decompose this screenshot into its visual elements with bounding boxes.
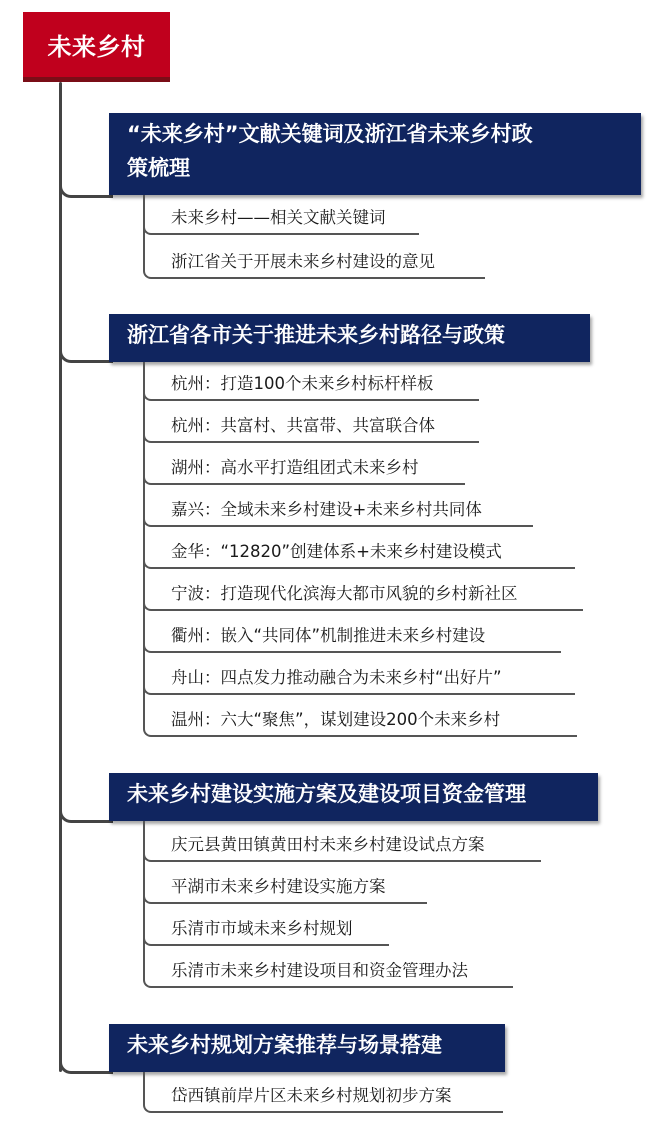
section-node[interactable] — [109, 1024, 505, 1072]
section-node[interactable] — [109, 113, 641, 195]
root-node[interactable] — [23, 12, 170, 82]
section-connector — [59, 1041, 113, 1074]
root-label: 未来乡村 — [47, 33, 146, 61]
section-connector — [59, 165, 113, 198]
leaf-item[interactable]: 浙江省关于开展未来乡村建设的意见 — [143, 249, 485, 279]
leaf-item[interactable]: 乐清市未来乡村建设项目和资金管理办法 — [143, 958, 513, 988]
leaf-item[interactable]: 金华：“12820”创建体系+未来乡村建设模式 — [143, 539, 575, 569]
leaf-item[interactable]: 杭州：共富村、共富带、共富联合体 — [143, 413, 479, 443]
leaf-item[interactable]: 庆元县黄田镇黄田村未来乡村建设试点方案 — [143, 832, 541, 862]
leaf-item[interactable]: 岱西镇前岸片区未来乡村规划初步方案 — [143, 1083, 503, 1113]
leaf-item[interactable]: 平湖市未来乡村建设实施方案 — [143, 874, 427, 904]
sub-branch-line — [143, 1072, 145, 1083]
section-title-line: 未来乡村建设实施方案及建设项目资金管理 — [127, 782, 526, 806]
leaf-item[interactable]: 湖州：高水平打造组团式未来乡村 — [143, 455, 465, 485]
leaf-item[interactable]: 杭州：打造100个未来乡村标杆样板 — [143, 371, 479, 401]
leaf-item[interactable]: 未来乡村——相关文献关键词 — [143, 205, 419, 235]
section-connector — [59, 330, 113, 363]
leaf-item[interactable]: 衢州：嵌入“共同体”机制推进未来乡村建设 — [143, 623, 561, 653]
leaf-item[interactable]: 温州：六大“聚焦”，谋划建设200个未来乡村 — [143, 707, 577, 737]
section-node[interactable] — [109, 314, 590, 362]
section-title-line: 浙江省各市关于推进未来乡村路径与政策 — [127, 323, 505, 347]
section-title-line: “未来乡村”文献关键词及浙江省未来乡村政 — [127, 122, 533, 146]
section-node[interactable] — [109, 773, 598, 821]
root-connector-line — [59, 82, 62, 1072]
section-connector — [59, 790, 113, 823]
section-title-line: 未来乡村规划方案推荐与场景搭建 — [127, 1033, 442, 1057]
leaf-item[interactable]: 乐清市市域未来乡村规划 — [143, 916, 389, 946]
leaf-item[interactable]: 嘉兴：全域未来乡村建设+未来乡村共同体 — [143, 497, 533, 527]
section-title-line: 策梳理 — [127, 156, 190, 180]
leaf-item[interactable]: 舟山：四点发力推动融合为未来乡村“出好片” — [143, 665, 575, 695]
leaf-item[interactable]: 宁波：打造现代化滨海大都市风貌的乡村新社区 — [143, 581, 583, 611]
